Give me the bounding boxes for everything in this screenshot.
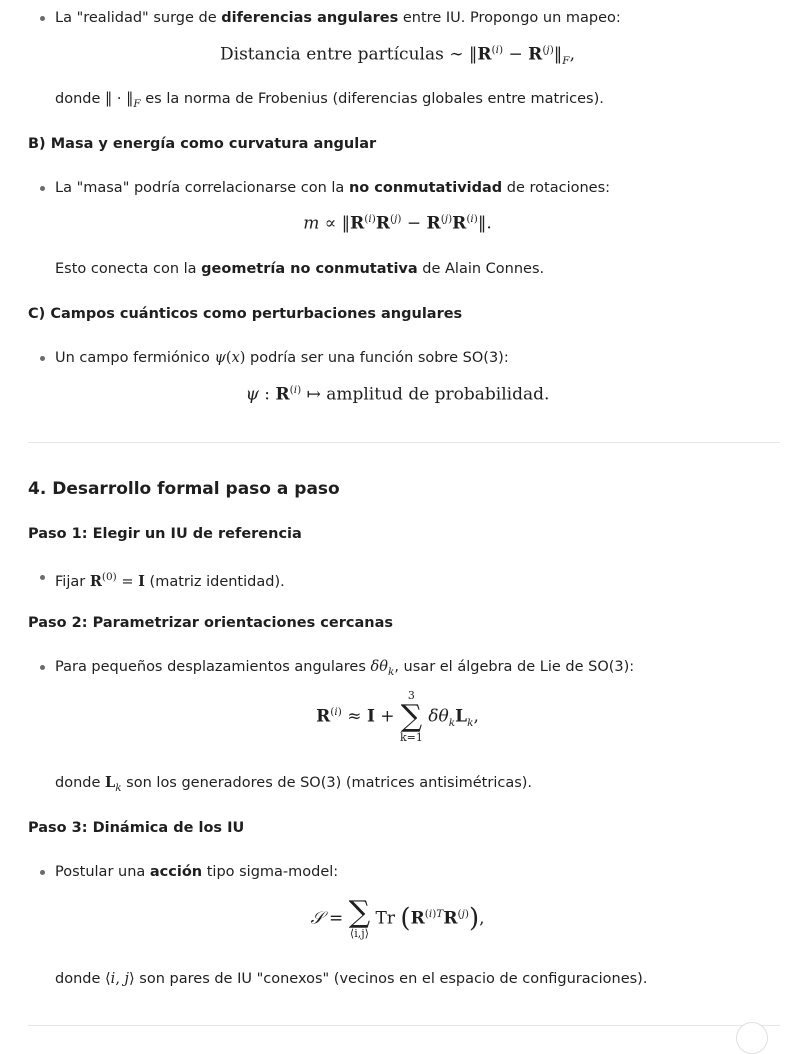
equation-lie-algebra: $R^{(i)} \approx I$ + 3 ∑ k=1 $\delta\theta_kL_k$, (316, 689, 479, 744)
list-item (40, 567, 285, 592)
bullet-text (55, 659, 635, 678)
text: Para pequeños desplazamientos angulares (55, 659, 371, 675)
paragraph (55, 969, 647, 989)
paragraph (55, 89, 604, 114)
equation-distance: Distancia entre partículas ∼ $‖R^{(i)}$ − $R^{(j)}‖_F$, (220, 44, 575, 68)
list-item (40, 8, 621, 28)
section-title: 4. Desarrollo formal paso a paso (28, 479, 340, 499)
text: es la norma de Frobenius (diferencias globales entre matrices). (140, 91, 604, 107)
equation-mass: $m \propto ‖R^{(i)}R^{(j)}$ − $R^{(j)}R^{(i)}‖$. (303, 213, 492, 234)
text: son los generadores de SO(3) (matrices antisimétricas). (121, 775, 533, 791)
text: donde (55, 91, 105, 107)
paragraph (55, 773, 532, 798)
sum-lower-limit: ⟨i,j⟩ (349, 927, 369, 940)
norm-symbol: ‖ · $‖_F$ (105, 91, 141, 110)
sum-lower-limit: k=1 (399, 731, 423, 744)
text: , usar el álgebra de Lie de SO(3): (394, 659, 635, 675)
equation-action: 𝒮 = ∑ ⟨i,j⟩ Tr $(R^{(i)T}R^{(j)})$, (310, 895, 485, 940)
bullet-text (55, 864, 338, 880)
text: Postular una (55, 864, 150, 880)
bullet-dot (40, 665, 45, 670)
bullet-text (55, 350, 509, 366)
text: de Alain Connes. (417, 261, 545, 277)
sum-upper-limit: 3 (407, 689, 415, 702)
inline-math: $R^{(0)} = I$ (89, 571, 145, 590)
text: podría ser una función sobre SO(3): (245, 350, 509, 366)
text: Fijar (55, 573, 90, 590)
list-item (40, 862, 338, 882)
bullet-dot (40, 16, 45, 21)
bullet-dot (40, 575, 45, 580)
bold-text: geometría no conmutativa (201, 261, 418, 277)
bold-text: diferencias angulares (221, 10, 399, 26)
psi-symbol: ψ(x) (214, 350, 246, 366)
inline-math: $\delta\theta_k$ (370, 659, 395, 678)
step-heading: Paso 2: Parametrizar orientaciones cercanas (28, 615, 393, 631)
text: Esto conecta con la (55, 261, 202, 277)
list-item (40, 348, 509, 368)
bullet-text (55, 571, 285, 590)
text: donde (55, 971, 105, 987)
bold-text: acción (149, 864, 203, 880)
text: (matriz identidad). (144, 573, 285, 590)
sum-symbol: 3 ∑ k=1 (399, 689, 423, 744)
sum-symbol: ∑ ⟨i,j⟩ (348, 895, 371, 940)
text: de rotaciones: (502, 180, 611, 196)
step-heading: Paso 3: Dinámica de los IU (28, 820, 245, 836)
inline-math: ⟨i, j⟩ (105, 971, 135, 987)
bullet-text (55, 180, 610, 196)
bold-text: no conmutatividad (348, 180, 503, 196)
equation-label: Distancia entre partículas (220, 44, 444, 65)
text: entre IU. Propongo un mapeo: (398, 10, 621, 26)
bullet-text (55, 10, 621, 26)
list-item (40, 178, 610, 198)
divider (28, 442, 780, 443)
bullet-dot (40, 186, 45, 191)
scroll-down-button[interactable] (736, 1022, 768, 1054)
inline-math: $L_k$ (105, 774, 122, 794)
bullet-dot (40, 870, 45, 875)
equation-text: amplitud de probabilidad. (326, 384, 550, 405)
list-item (40, 657, 634, 682)
divider (28, 1025, 780, 1026)
text: donde (55, 775, 105, 791)
equation-field: ψ : $R^{(i)}$ ↦ amplitud de probabilidad. (245, 384, 550, 405)
step-heading: Paso 1: Elegir un IU de referencia (28, 526, 302, 542)
text: La "realidad" surge de (55, 10, 222, 26)
paragraph (55, 259, 544, 279)
section-heading: B) Masa y energía como curvatura angular (28, 136, 377, 152)
text: La "masa" podría correlacionarse con la (55, 180, 349, 196)
text: son pares de IU "conexos" (vecinos en el espacio de configuraciones). (134, 971, 648, 987)
text: Un campo fermiónico (55, 350, 215, 366)
text: tipo sigma-model: (202, 864, 339, 880)
bullet-dot (40, 356, 45, 361)
section-heading: C) Campos cuánticos como perturbaciones angulares (28, 306, 463, 322)
